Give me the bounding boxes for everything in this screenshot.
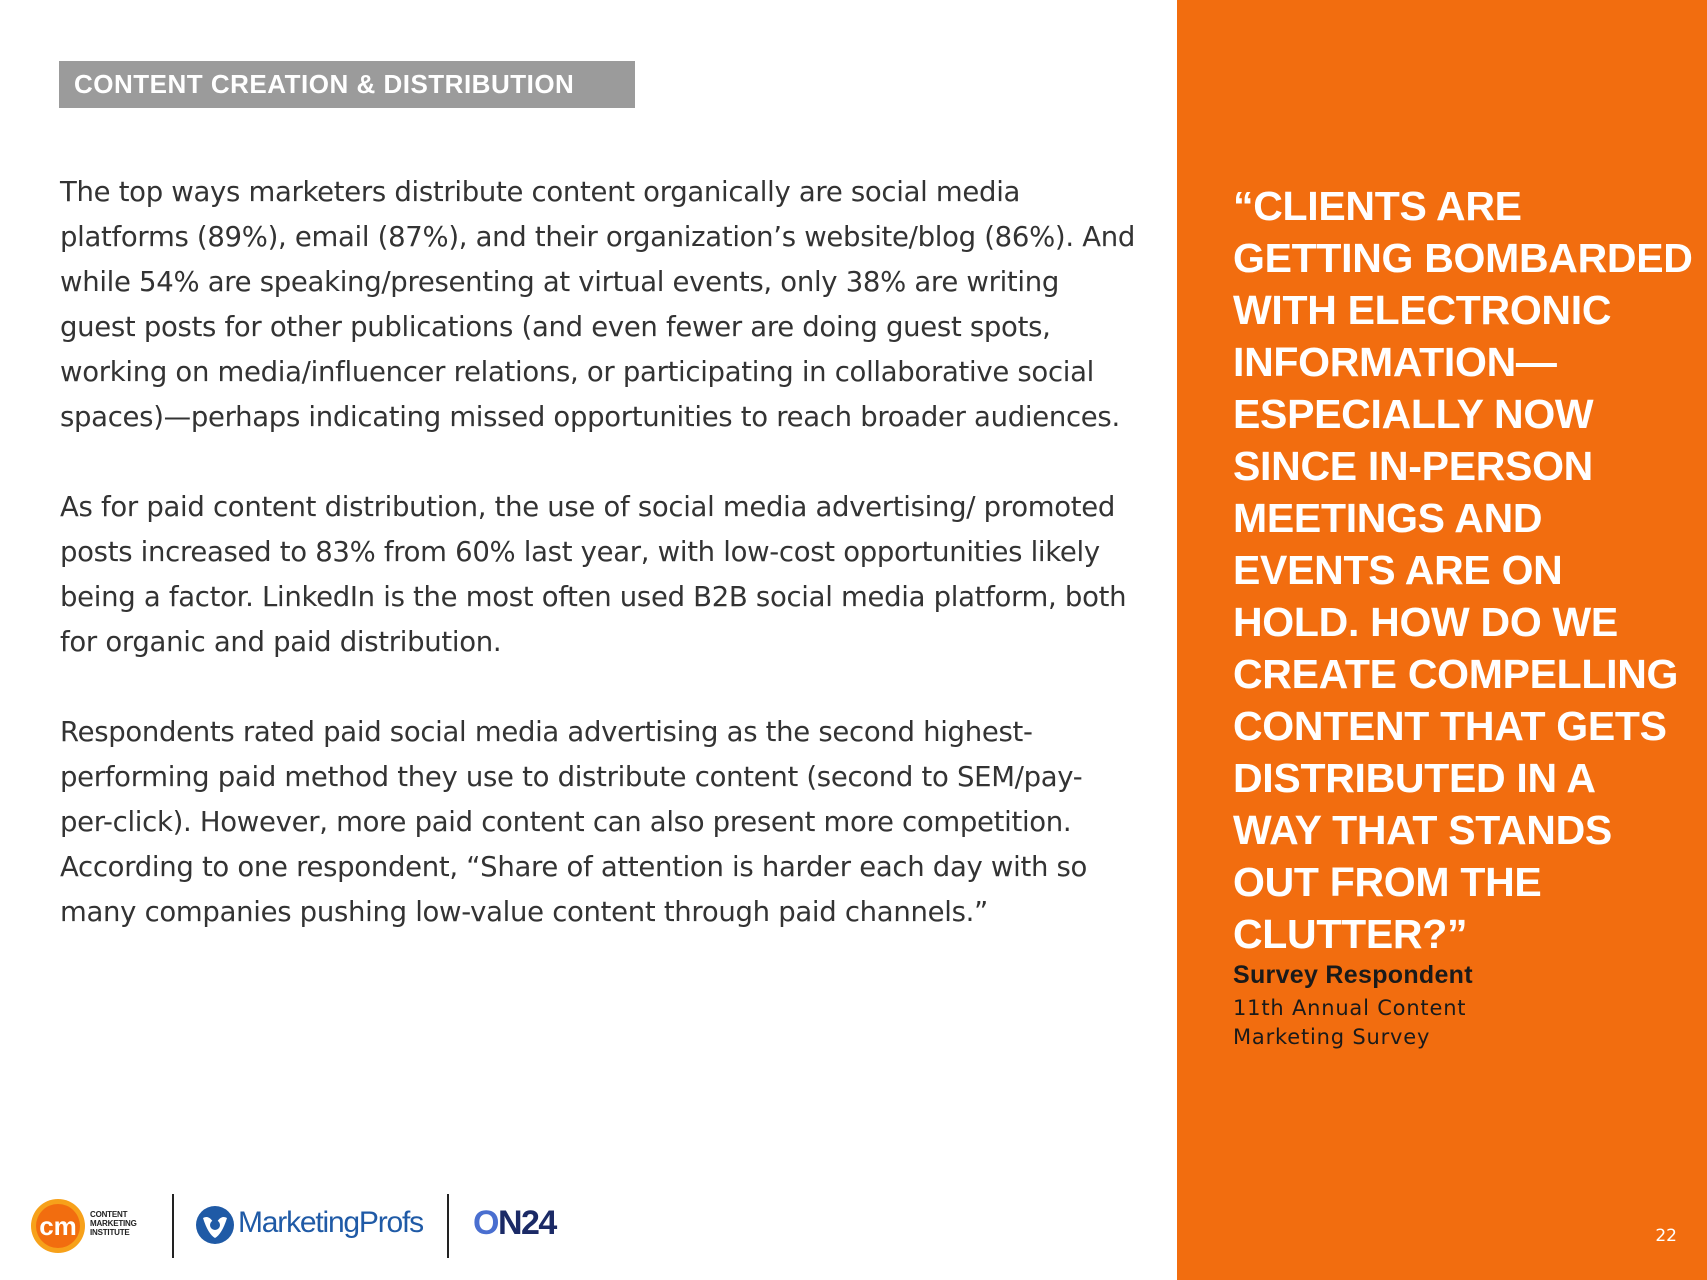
body-text [60,170,1135,980]
on24-logo [473,1204,556,1243]
paragraph-2: As for paid content distribution, the use of social media advertising/ promoted posts increased to 83% from 60% last year, with low-cost opportunities likely being a factor. LinkedIn is the most often used B2B social media platform, both for organic and paid distribution. [60,491,1127,658]
page-number: 22 [1655,1226,1677,1246]
cmi-logo-icon [30,1198,86,1254]
footer-logos [30,1190,590,1260]
on24-logo-o: O [473,1204,498,1242]
footer-divider-2 [447,1194,449,1258]
footer-divider-1 [172,1194,174,1258]
section-title: CONTENT CREATION & DISTRIBUTION [59,61,635,108]
cmi-logo-text: CONTENT MARKETING INSTITUTE [90,1210,137,1237]
quote-sidebar [1177,0,1707,1280]
marketingprofs-logo-icon [194,1204,236,1246]
pull-quote: “CLIENTS ARE GETTING BOMBARDED WITH ELECTRONIC INFORMATION—ESPECIALLY NOW SINCE IN-PERSON MEETINGS AND EVENTS ARE ON HOLD. HOW DO WE CREATE COMPELLING CONTENT THAT GETS DISTRIBUTED IN A WAY THAT STANDS OUT FROM THE CLUTTER?” [1233,183,1693,957]
marketingprofs-logo-text: MarketingProfs [238,1206,423,1239]
quote-attribution-source: 11th Annual Content Marketing Survey [1233,996,1467,1049]
on24-logo-rest: N24 [497,1204,556,1242]
paragraph-3: Respondents rated paid social media advertising as the second highest-performing paid method they use to distribute content (second to SEM/pay-per-click). However, more paid content can also present more competition. According to one respondent, “Share of attention is harder each day with so many companies pushing low-value content through paid channels.” [60,716,1088,928]
quote-attribution-name: Survey Respondent [1233,961,1473,989]
paragraph-1: The top ways marketers distribute content organically are social media platforms (89%), email (87%), and their organization’s website/blog (86%). And while 54% are speaking/presenting at virtual events, only 38% are writing guest posts for other publications (and even fewer are doing guest spots, working on media/influencer relations, or participating in collaborative social spaces)—perhaps indicating missed opportunities to reach broader audiences. [60,176,1136,433]
cmi-monogram: cm [39,1211,77,1241]
